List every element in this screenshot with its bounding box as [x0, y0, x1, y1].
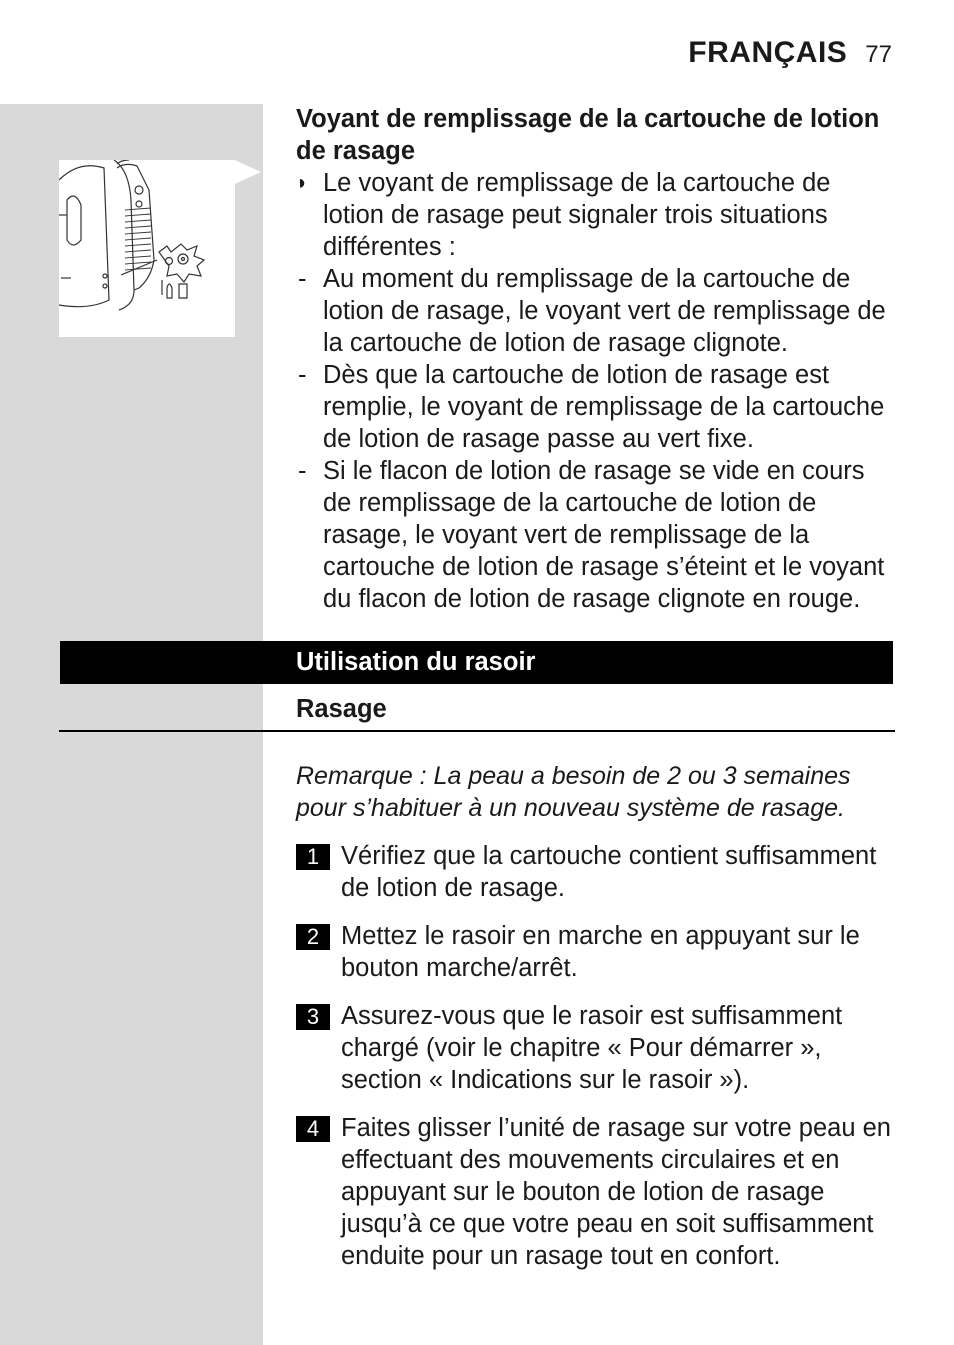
list-item-text: Au moment du remplissage de la cartouche de lotion de rasage, le voyant vert de remplissage de la cartouche de lotion de rasage clignote.	[323, 265, 886, 357]
list-item-text: Si le flacon de lotion de rasage se vide en cours de remplissage de la cartouche de lotion de rasage, le voyant vert de remplissage de la cartouche de lotion de rasage s’éteint et le voyant du flacon de lotion de rasage clignote en rouge.	[323, 457, 885, 613]
language-label: FRANÇAIS	[688, 36, 848, 69]
list-item	[296, 455, 896, 615]
step-number: 4	[296, 1116, 330, 1142]
note-text: Remarque : La peau a besoin de 2 ou 3 semaines pour s’habituer à un nouveau système de rasage.	[296, 762, 851, 822]
bullet-item	[296, 167, 896, 263]
bullet-arrow-icon: ◗	[296, 172, 309, 194]
step-item	[296, 1112, 896, 1272]
dash-marker: -	[298, 457, 307, 485]
step-text: Assurez-vous que le rasoir est suffisamment chargé (voir le chapitre « Pour démarrer », section « Indications sur le rasoir »).	[341, 1002, 843, 1094]
heading-divider	[59, 730, 895, 732]
indicator-heading: Voyant de remplissage de la cartouche de lotion de rasage	[296, 105, 880, 165]
shaver-illustration	[59, 160, 235, 337]
page-number: 77	[865, 41, 892, 68]
shaver-station-drawing	[59, 160, 235, 337]
page-header	[688, 36, 892, 70]
section-title-bar	[60, 641, 893, 684]
list-item-text: Dès que la cartouche de lotion de rasage est remplie, le voyant de remplissage de la cartouche de lotion de rasage passe au vert fixe.	[323, 361, 885, 453]
bullet-text: Le voyant de remplissage de la cartouche de lotion de rasage peut signaler trois situations différentes :	[323, 169, 831, 261]
list-item	[296, 263, 896, 359]
rasage-heading: Rasage	[296, 695, 387, 723]
step-text: Faites glisser l’unité de rasage sur votre peau en effectuant des mouvements circulaires et en appuyant sur le bouton de lotion de rasage jusqu’à ce que votre peau en soit suffisamment enduite pour un rasage tout en confort.	[341, 1114, 891, 1270]
step-text: Vérifiez que la cartouche contient suffisamment de lotion de rasage.	[341, 842, 877, 902]
section-title: Utilisation du rasoir	[296, 648, 536, 676]
step-number: 1	[296, 844, 330, 870]
callout-pointer	[235, 160, 261, 184]
step-text: Mettez le rasoir en marche en appuyant sur le bouton marche/arrêt.	[341, 922, 860, 982]
list-item	[296, 359, 896, 455]
step-item	[296, 920, 896, 984]
step-number: 3	[296, 1004, 330, 1030]
indicator-section	[296, 103, 896, 615]
step-item	[296, 840, 896, 904]
dash-marker: -	[298, 361, 307, 389]
dash-marker: -	[298, 265, 307, 293]
step-number: 2	[296, 924, 330, 950]
step-item	[296, 1000, 896, 1096]
